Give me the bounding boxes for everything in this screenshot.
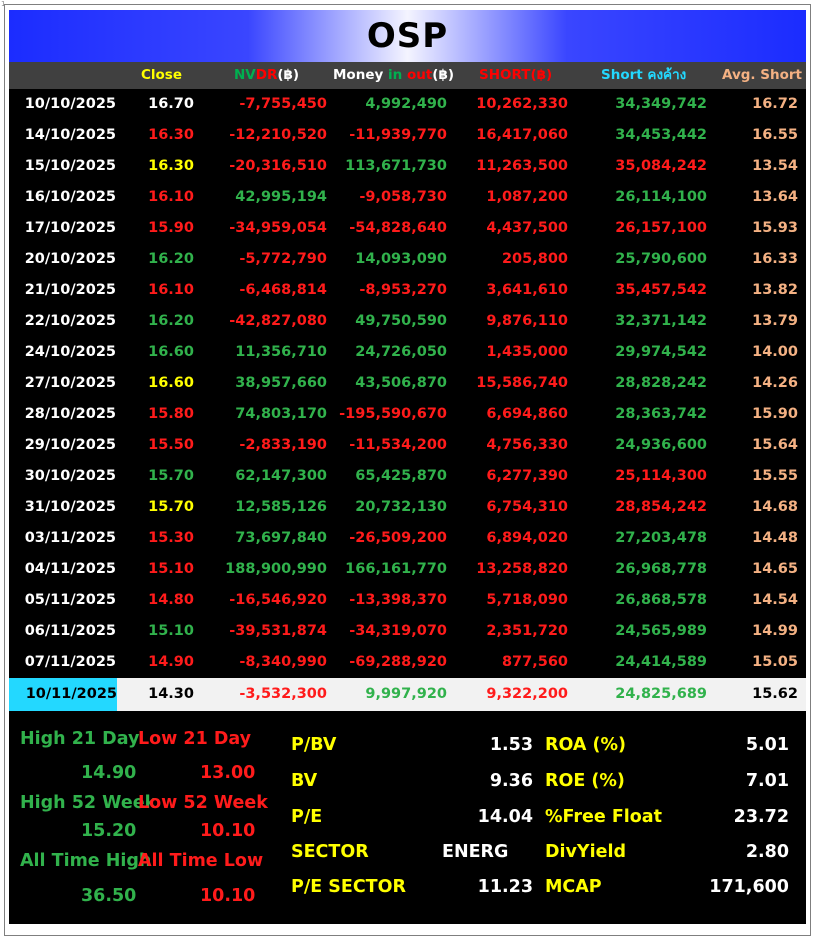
free-float-label: %Free Float (545, 807, 662, 827)
row-money: 43,506,870 (355, 375, 447, 391)
table-row (9, 337, 806, 368)
header-nvdr-nv: NV (234, 67, 256, 83)
row-nvdr: 42,995,194 (235, 189, 327, 205)
header-short-outstanding-b: คงค้าง (647, 67, 687, 83)
row-short: 1,435,000 (486, 344, 568, 360)
table-row (9, 89, 806, 120)
row-money: -9,058,730 (359, 189, 447, 205)
row-short: 6,894,020 (486, 530, 568, 546)
high-52-week-value: 15.20 (81, 821, 137, 841)
row-avg-short: 15.64 (752, 437, 798, 453)
row-avg-short: 14.26 (752, 375, 798, 391)
row-short-outstanding: 32,371,142 (615, 313, 707, 329)
row-close: 16.20 (148, 251, 194, 267)
row-short: 10,262,330 (476, 96, 568, 112)
header-short-outstanding-a: Short (601, 67, 648, 83)
row-short: 4,756,330 (486, 437, 568, 453)
row-short-outstanding: 25,114,300 (615, 468, 707, 484)
row-avg-short: 16.72 (752, 96, 798, 112)
all-time-low-label: All Time Low (138, 851, 264, 871)
row-nvdr: -34,959,054 (229, 220, 327, 236)
latest-money: 9,997,920 (365, 686, 447, 702)
row-avg-short: 13.54 (752, 158, 798, 174)
row-avg-short: 15.90 (752, 406, 798, 422)
row-short: 2,351,720 (486, 623, 568, 639)
row-short-outstanding: 29,974,542 (615, 344, 707, 360)
latest-short: 9,322,200 (486, 686, 568, 702)
row-money: -69,288,920 (349, 654, 447, 670)
table-row (9, 244, 806, 275)
row-short-outstanding: 35,457,542 (615, 282, 707, 298)
row-short: 6,694,860 (486, 406, 568, 422)
stats-panel (9, 711, 806, 924)
row-avg-short: 15.05 (752, 654, 798, 670)
row-money: 4,992,490 (365, 96, 447, 112)
row-close: 16.30 (148, 158, 194, 174)
header-money-unit: (฿) (432, 67, 455, 83)
all-time-high-label: All Time High (20, 851, 152, 871)
row-avg-short: 16.55 (752, 127, 798, 143)
row-nvdr: 74,803,170 (235, 406, 327, 422)
row-date: 17/10/2025 (24, 220, 116, 236)
header-money (333, 62, 454, 89)
low-21-day-label: Low 21 Day (138, 729, 252, 749)
all-time-low-value: 10.10 (200, 886, 256, 906)
row-money: -195,590,670 (339, 406, 447, 422)
row-short: 9,876,110 (486, 313, 568, 329)
header-nvdr-dr: DR (255, 67, 278, 83)
row-short-outstanding: 24,936,600 (615, 437, 707, 453)
latest-nvdr: -3,532,300 (239, 686, 327, 702)
row-money: -8,953,270 (359, 282, 447, 298)
row-avg-short: 14.99 (752, 623, 798, 639)
row-money: -34,319,070 (349, 623, 447, 639)
low-52-week-label: Low 52 Week (138, 793, 268, 813)
table-row (9, 616, 806, 647)
row-short-outstanding: 28,363,742 (615, 406, 707, 422)
row-avg-short: 14.00 (752, 344, 798, 360)
table-row (9, 554, 806, 585)
row-nvdr: 38,957,660 (235, 375, 327, 391)
header-nvdr (234, 62, 299, 89)
latest-avg-short: 15.62 (752, 686, 798, 702)
corner-mark: 1 (1, 0, 6, 8)
latest-short-outstanding: 24,825,689 (615, 686, 707, 702)
data-table (9, 89, 806, 678)
row-date: 05/11/2025 (24, 592, 116, 608)
pe-sector-label: P/E SECTOR (291, 877, 406, 897)
row-short: 6,754,310 (486, 499, 568, 515)
row-money: 113,671,730 (345, 158, 447, 174)
row-short-outstanding: 28,828,242 (615, 375, 707, 391)
row-close: 16.10 (148, 282, 194, 298)
high-21-day-label: High 21 Day (20, 729, 140, 749)
roe-value: 7.01 (745, 771, 789, 791)
row-short-outstanding: 24,565,989 (615, 623, 707, 639)
row-short: 5,718,090 (486, 592, 568, 608)
row-nvdr: -7,755,450 (239, 96, 327, 112)
header-money-out: out (406, 67, 433, 83)
row-close: 16.20 (148, 313, 194, 329)
row-avg-short: 13.82 (752, 282, 798, 298)
row-nvdr: 62,147,300 (235, 468, 327, 484)
row-date: 28/10/2025 (24, 406, 116, 422)
row-short-outstanding: 28,854,242 (615, 499, 707, 515)
row-date: 03/11/2025 (24, 530, 116, 546)
row-date: 22/10/2025 (24, 313, 116, 329)
table-row (9, 275, 806, 306)
row-short: 205,800 (501, 251, 568, 267)
div-yield-value: 2.80 (745, 842, 789, 862)
pbv-label: P/BV (291, 735, 337, 755)
high-52-week-label: High 52 Week (20, 793, 157, 813)
high-21-day-value: 14.90 (81, 763, 137, 783)
header-nvdr-unit: (฿) (277, 67, 300, 83)
row-nvdr: -8,340,990 (239, 654, 327, 670)
row-short-outstanding: 26,968,778 (615, 561, 707, 577)
row-nvdr: -12,210,520 (229, 127, 327, 143)
pe-label: P/E (291, 807, 323, 827)
row-date: 29/10/2025 (24, 437, 116, 453)
row-avg-short: 14.54 (752, 592, 798, 608)
row-avg-short: 16.33 (752, 251, 798, 267)
row-nvdr: -42,827,080 (229, 313, 327, 329)
row-short: 15,586,740 (476, 375, 568, 391)
row-short: 3,641,610 (486, 282, 568, 298)
mcap-value: 171,600 (709, 877, 789, 897)
row-avg-short: 13.79 (752, 313, 798, 329)
row-close: 15.50 (148, 437, 194, 453)
row-money: -54,828,640 (349, 220, 447, 236)
free-float-value: 23.72 (733, 807, 789, 827)
row-avg-short: 15.55 (752, 468, 798, 484)
row-close: 15.30 (148, 530, 194, 546)
row-short-outstanding: 26,114,100 (615, 189, 707, 205)
row-date: 21/10/2025 (24, 282, 116, 298)
div-yield-label: DivYield (545, 842, 626, 862)
sector-label: SECTOR (291, 842, 369, 862)
row-short-outstanding: 25,790,600 (615, 251, 707, 267)
row-close: 15.90 (148, 220, 194, 236)
row-short-outstanding: 26,868,578 (615, 592, 707, 608)
row-short: 11,263,500 (476, 158, 568, 174)
latest-date: 10/11/2025 (9, 678, 117, 711)
row-short: 6,277,390 (486, 468, 568, 484)
sector-value: ENERG (442, 842, 509, 862)
table-row (9, 461, 806, 492)
table-row (9, 585, 806, 616)
low-21-day-value: 13.00 (200, 763, 256, 783)
row-nvdr: -39,531,874 (229, 623, 327, 639)
row-short-outstanding: 35,084,242 (615, 158, 707, 174)
row-close: 16.70 (148, 96, 194, 112)
table-row (9, 213, 806, 244)
row-short: 1,087,200 (486, 189, 568, 205)
row-avg-short: 14.48 (752, 530, 798, 546)
row-close: 16.30 (148, 127, 194, 143)
row-money: -26,509,200 (349, 530, 447, 546)
row-money: 14,093,090 (355, 251, 447, 267)
row-close: 15.70 (148, 499, 194, 515)
row-close: 15.80 (148, 406, 194, 422)
row-date: 04/11/2025 (24, 561, 116, 577)
row-money: 20,732,130 (355, 499, 447, 515)
title-banner (9, 10, 806, 62)
row-date: 27/10/2025 (24, 375, 116, 391)
row-short-outstanding: 34,453,442 (615, 127, 707, 143)
row-money: -11,534,200 (349, 437, 447, 453)
row-close: 16.10 (148, 189, 194, 205)
table-header (9, 62, 806, 89)
row-close: 14.90 (148, 654, 194, 670)
pbv-value: 1.53 (489, 735, 533, 755)
row-avg-short: 14.68 (752, 499, 798, 515)
table-row (9, 306, 806, 337)
roe-label: ROE (%) (545, 771, 625, 791)
header-avg-short: Avg. Short (722, 67, 802, 83)
row-close: 16.60 (148, 375, 194, 391)
row-short-outstanding: 24,414,589 (615, 654, 707, 670)
table-row (9, 182, 806, 213)
pe-value: 14.04 (477, 807, 533, 827)
table-row (9, 151, 806, 182)
header-money-in: in (387, 67, 403, 83)
row-short: 16,417,060 (476, 127, 568, 143)
row-short-outstanding: 27,203,478 (615, 530, 707, 546)
row-short: 13,258,820 (476, 561, 568, 577)
table-row (9, 647, 806, 678)
row-close: 16.60 (148, 344, 194, 360)
row-nvdr: -5,772,790 (239, 251, 327, 267)
table-row (9, 430, 806, 461)
bv-label: BV (291, 771, 318, 791)
row-money: 49,750,590 (355, 313, 447, 329)
row-date: 10/10/2025 (24, 96, 116, 112)
table-row (9, 523, 806, 554)
mcap-label: MCAP (545, 877, 602, 897)
row-nvdr: -16,546,920 (229, 592, 327, 608)
row-short: 4,437,500 (486, 220, 568, 236)
row-close: 15.10 (148, 561, 194, 577)
low-52-week-value: 10.10 (200, 821, 256, 841)
row-date: 06/11/2025 (24, 623, 116, 639)
table-row (9, 120, 806, 151)
row-avg-short: 14.65 (752, 561, 798, 577)
row-nvdr: 188,900,990 (225, 561, 327, 577)
row-nvdr: -20,316,510 (229, 158, 327, 174)
table-row (9, 492, 806, 523)
row-nvdr: 11,356,710 (235, 344, 327, 360)
row-short-outstanding: 26,157,100 (615, 220, 707, 236)
row-money: 65,425,870 (355, 468, 447, 484)
row-date: 24/10/2025 (24, 344, 116, 360)
table-row (9, 399, 806, 430)
header-close: Close (141, 67, 183, 83)
table-row (9, 368, 806, 399)
header-short: SHORT(฿) (479, 67, 553, 83)
row-nvdr: 73,697,840 (235, 530, 327, 546)
row-date: 20/10/2025 (24, 251, 116, 267)
row-date: 15/10/2025 (24, 158, 116, 174)
latest-row (9, 678, 806, 711)
row-money: -11,939,770 (349, 127, 447, 143)
row-date: 16/10/2025 (24, 189, 116, 205)
row-close: 15.10 (148, 623, 194, 639)
row-nvdr: 12,585,126 (235, 499, 327, 515)
row-avg-short: 13.64 (752, 189, 798, 205)
row-nvdr: -2,833,190 (239, 437, 327, 453)
row-money: -13,398,370 (349, 592, 447, 608)
latest-close: 14.30 (148, 686, 194, 702)
row-avg-short: 15.93 (752, 220, 798, 236)
row-close: 14.80 (148, 592, 194, 608)
roa-label: ROA (%) (545, 735, 627, 755)
header-money-label: Money (333, 67, 388, 83)
pe-sector-value: 11.23 (477, 877, 533, 897)
row-date: 07/11/2025 (24, 654, 116, 670)
row-money: 24,726,050 (355, 344, 447, 360)
row-money: 166,161,770 (345, 561, 447, 577)
row-short-outstanding: 34,349,742 (615, 96, 707, 112)
header-short-outstanding (601, 62, 686, 89)
row-date: 14/10/2025 (24, 127, 116, 143)
bv-value: 9.36 (489, 771, 533, 791)
row-date: 31/10/2025 (24, 499, 116, 515)
row-short: 877,560 (501, 654, 568, 670)
row-close: 15.70 (148, 468, 194, 484)
all-time-high-value: 36.50 (81, 886, 137, 906)
row-date: 30/10/2025 (24, 468, 116, 484)
stock-symbol-title: OSP (366, 16, 449, 56)
row-nvdr: -6,468,814 (239, 282, 327, 298)
roa-value: 5.01 (745, 735, 789, 755)
